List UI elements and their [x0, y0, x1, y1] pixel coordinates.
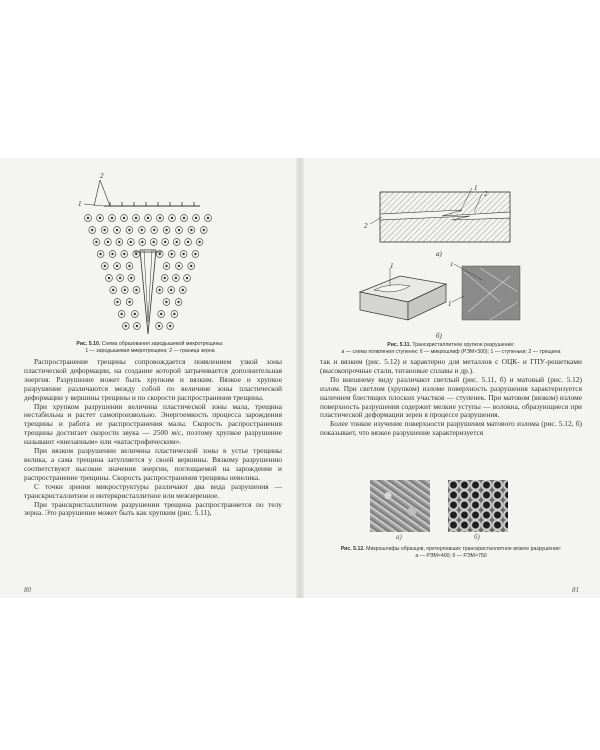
left-paragraph: С точки зрения микроструктуры различают два вида разрушения — транскристаллитное и интеркристаллитное или межзеренное.	[24, 481, 282, 500]
lattice-atom	[171, 311, 178, 318]
lattice-atom	[156, 287, 163, 294]
lattice-atom	[205, 215, 212, 222]
lattice-atom	[176, 263, 183, 270]
lattice-atom	[131, 311, 138, 318]
fig511a-label-2: 2	[364, 222, 368, 230]
right-page	[302, 158, 600, 598]
lattice-atom	[101, 263, 108, 270]
fig511-caption-legend: а — схема появления ступенек; б — микрошлиф (РЭМ×300); 1 — ступеньки; 2 — трещина	[341, 348, 561, 355]
right-paragraph: Более тонкое изучение поверхности разрушения матового излома (рис. 5.12, б) показывает, что вязкое разрушение характеризуется	[320, 419, 582, 438]
lattice-atom	[156, 323, 163, 330]
lattice-atom	[121, 215, 128, 222]
left-page	[0, 158, 298, 598]
fig510-caption-text: Схема образования зародышевой микротрещины:	[101, 341, 224, 347]
lattice-atom	[168, 287, 175, 294]
lattice-atom	[151, 227, 158, 234]
fig511a-sub: а)	[436, 250, 442, 258]
lattice-atom	[105, 239, 112, 246]
lattice-atom	[180, 251, 187, 258]
fig511b-sub: б)	[436, 332, 442, 340]
lattice-atom	[138, 227, 145, 234]
lattice-atom	[193, 215, 200, 222]
fig511a-label-1: 1	[474, 184, 478, 192]
fig512-a-image	[370, 480, 430, 532]
left-paragraph: При транскристаллитном разрушении трещина распространяется по телу зерна. Это разрушение может быть как хрупким (рис. 5.11),	[24, 499, 282, 518]
lattice-atom	[163, 227, 170, 234]
fig512-sub-a: а)	[396, 533, 402, 541]
fig512-sub-b: б)	[474, 533, 480, 541]
lattice-atom	[185, 239, 192, 246]
fig510-label-2: 2	[100, 172, 104, 180]
lattice-atom	[93, 239, 100, 246]
left-paragraph: При хрупком разрушении величина пластической зоны мала, трещина нестабильна и растет самопроизвольно. Энергоемкость процесса зарождения трещины и работа ее распространения малы. Скорость распространения трещины достигает скорости звука — 2500 м/с, поэтому хрупкое разрушение называют «внезапным» или «катастрофическим».	[24, 401, 282, 447]
lattice-atom	[150, 239, 157, 246]
lattice-atom	[85, 215, 92, 222]
lattice-atom	[126, 263, 133, 270]
book-spread	[0, 158, 600, 598]
lattice-atom	[122, 323, 129, 330]
fig511b-label-1: 1	[390, 262, 394, 270]
lattice-atom	[157, 215, 164, 222]
lattice-atom	[188, 227, 195, 234]
lattice-atom	[162, 239, 169, 246]
lattice-atom	[181, 215, 188, 222]
right-paragraph: По внешнему виду различают светлый (рис. 5.11, б) и матовый (рис. 5.12) излом. При светлом (хрупком) изломе поверхность разрушения характеризуется наличием блестящих плоских участков — ступенек. При матовом (вязком) изломе поверхность разрушения содержит мелкие уступы — волокна, образующиеся при пластической деформации зерен в процессе разрушения.	[320, 374, 582, 420]
fig512-caption-text: Микрошлифы образцов, претерпевших транскристаллитное вязкое разрушение:	[366, 546, 562, 552]
lattice-atom	[114, 227, 121, 234]
lattice-atom	[101, 227, 108, 234]
lattice-atom	[139, 239, 146, 246]
page-number-left: 80	[24, 586, 31, 594]
lattice-atom	[173, 275, 180, 282]
figure-5-11-a	[362, 184, 522, 264]
lattice-atom	[128, 275, 135, 282]
fig511b-label-1b: 1	[450, 262, 454, 268]
fig511a-label-1b: 2	[484, 190, 488, 198]
fig512-caption-legend: а — РЭМ×400; б — РЭМ×750	[415, 552, 487, 559]
lattice-atom	[168, 251, 175, 258]
fig512-caption-title: Рис. 5.12.	[340, 546, 365, 552]
lattice-atom	[173, 239, 180, 246]
lattice-atom	[109, 251, 116, 258]
fig511b-label-1c: 1	[448, 300, 452, 308]
lattice-atom	[121, 251, 128, 258]
fig512-caption	[316, 546, 586, 559]
lattice-atom	[175, 299, 182, 306]
lattice-atom	[116, 239, 123, 246]
lattice-atom	[133, 215, 140, 222]
lattice-atom	[184, 275, 191, 282]
lattice-atom	[161, 275, 168, 282]
lattice-atom	[192, 251, 199, 258]
lattice-atom	[97, 251, 104, 258]
left-paragraph: Распространение трещины сопровождается появлением узкой зоны пластической деформации, на создание которой затрачивается дополнительная энергия. Разрушение может быть хрупким и вязким. Вязкое и хрупкое разрушение различаются между собой по величине зоны пластической деформации у вершины трещины и по скорости распространения трещины.	[24, 357, 282, 402]
left-body-text	[24, 358, 282, 518]
lattice-atom	[196, 239, 203, 246]
lattice-atom	[163, 263, 170, 270]
fig510-label-1: 1	[78, 200, 82, 208]
lattice-atom	[167, 323, 174, 330]
lattice-atom	[118, 311, 125, 318]
fig511-caption-text: Транскристаллитное хрупкое разрушение:	[412, 342, 515, 348]
lattice-atom	[133, 287, 140, 294]
lattice-atom	[179, 287, 186, 294]
page-number-right: 81	[572, 586, 579, 594]
lattice-atom	[121, 287, 128, 294]
lattice-atom	[145, 215, 152, 222]
left-paragraph: При вязком разрушении величина пластической зоны в устье трещины велика, а сама трещина затупляется у своей вершины. Вязкому разрушению соответствуют высокие значения энергии, поглощаемой на зарождение и распространение трещины. Скорость распространения трещины невелика.	[24, 446, 282, 482]
lattice-atom	[110, 287, 117, 294]
lattice-atom	[200, 227, 207, 234]
lattice-atom	[109, 215, 116, 222]
fig510-caption-legend: 1 — зародышевая микротрещина; 2 — граница зерна	[85, 347, 215, 354]
lattice-atom	[117, 275, 124, 282]
fig510-caption-title: Рис. 5.10.	[76, 341, 101, 347]
lattice-atom	[97, 215, 104, 222]
lattice-atom	[163, 299, 170, 306]
figure-5-11-b	[350, 262, 550, 340]
lattice-atom	[188, 263, 195, 270]
lattice-atom	[106, 275, 113, 282]
lattice-atom	[169, 215, 176, 222]
fig511-caption-title: Рис. 5.11.	[387, 342, 411, 348]
fig512-b-image	[448, 480, 508, 532]
lattice-atom	[89, 227, 96, 234]
figure-5-10	[70, 172, 230, 337]
lattice-atom	[114, 299, 121, 306]
lattice-atom	[176, 227, 183, 234]
lattice-atom	[114, 263, 121, 270]
lattice-atom	[158, 311, 165, 318]
lattice-atom	[126, 299, 133, 306]
lattice-atom	[126, 227, 133, 234]
right-body-text	[320, 358, 582, 438]
right-paragraph: так и вязким (рис. 5.12) и характерно для металлов с ОЦК- и ГПУ-решетками (высокопрочные стали, титановые сплавы и др.).	[320, 357, 582, 375]
lattice-atom	[134, 323, 141, 330]
fig511-caption	[310, 342, 592, 355]
fig510-caption	[40, 341, 260, 354]
lattice-atom	[127, 239, 134, 246]
